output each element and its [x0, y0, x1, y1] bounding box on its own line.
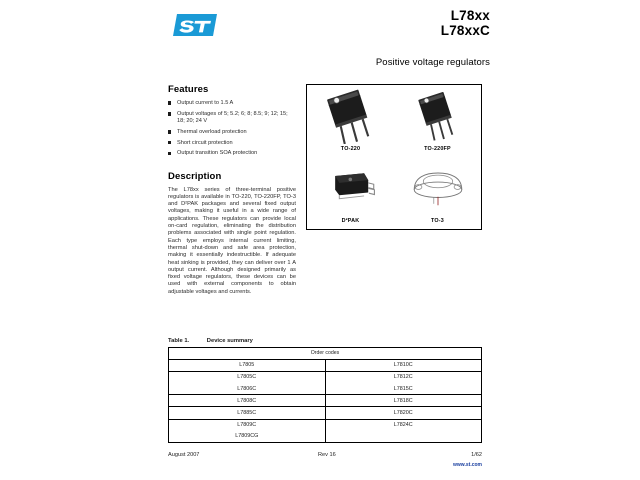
table-caption-text: Device summary: [206, 338, 253, 344]
order-code-right: L7815C: [325, 383, 482, 395]
package-to220fp: [394, 85, 481, 157]
package-d2pak: [307, 157, 394, 229]
table-caption: [168, 338, 482, 344]
table-row: [169, 407, 482, 419]
table-label: Table 1.: [168, 338, 190, 344]
feature-text: Output current to 1.5 A: [177, 100, 234, 106]
order-code-left: L7806C: [169, 383, 326, 395]
order-code-left: L7885C: [169, 407, 326, 419]
table-row: [169, 359, 482, 371]
package-illustrations-box: [306, 84, 482, 230]
st-logo-icon: [172, 12, 218, 38]
package-label: TO-3: [431, 218, 444, 224]
package-label: TO-220FP: [424, 146, 451, 152]
footer-url-link[interactable]: www.st.com: [453, 462, 482, 468]
order-code-left: L7805: [169, 359, 326, 371]
feature-text: Output voltages of 5; 5.2; 6; 8; 8.5; 9; 12; 15; 18; 20; 24 V: [177, 110, 288, 124]
to3-package-icon: [394, 157, 481, 217]
part-number-secondary: L78xxC: [440, 23, 490, 38]
feature-item: [168, 111, 296, 125]
order-code-right: L7818C: [325, 395, 482, 407]
order-code-left: L7808C: [169, 395, 326, 407]
right-column: [306, 84, 482, 230]
order-code-right: L7824C: [325, 419, 482, 431]
footer-date: August 2007: [168, 452, 200, 458]
d2pak-package-icon: [307, 157, 394, 217]
features-list: [168, 100, 296, 158]
feature-text: Short circuit protection: [177, 139, 233, 146]
table-row: [169, 371, 482, 383]
square-bullet-icon: [168, 152, 171, 155]
order-code-left: L7809CG: [169, 431, 326, 443]
order-code-right: [325, 431, 482, 443]
order-code-right: L7810C: [325, 359, 482, 371]
to220fp-package-icon: [394, 85, 481, 145]
footer-page-number: 1/62: [471, 452, 482, 458]
page-header: [160, 0, 490, 68]
device-summary-section: [168, 338, 482, 443]
feature-text: Thermal overload protection: [177, 128, 247, 135]
order-codes-header: Order codes: [169, 347, 482, 359]
table-row: [169, 383, 482, 395]
order-code-right: L7812C: [325, 371, 482, 383]
table-row: [169, 395, 482, 407]
feature-item: [168, 150, 296, 157]
table-row: [169, 419, 482, 431]
part-number-primary: L78xx: [450, 8, 490, 23]
square-bullet-icon: [168, 141, 171, 144]
description-heading: Description: [168, 170, 222, 182]
package-label: TO-220: [340, 146, 361, 152]
feature-item: [168, 140, 296, 147]
feature-text: Output transition SOA protection: [177, 150, 258, 157]
page-footer: [168, 452, 482, 468]
left-column: [168, 84, 296, 296]
order-code-left: L7805C: [169, 371, 326, 383]
package-to3: [394, 157, 481, 229]
order-code-right: L7820C: [325, 407, 482, 419]
feature-item: [168, 100, 296, 107]
order-code-left: L7809C: [169, 419, 326, 431]
document-subtitle: Positive voltage regulators: [375, 57, 490, 68]
part-numbers: [441, 8, 490, 38]
to220-package-icon: [307, 85, 394, 145]
footer-revision: Rev 16: [318, 452, 336, 458]
table-row: [169, 431, 482, 443]
feature-item: [168, 129, 296, 136]
square-bullet-icon: [168, 130, 171, 133]
description-text: The L78xx series of three-terminal positive regulators is available in TO-220, TO-220FP, TO-3 and D²PAK packages and several fixed output voltages, making it useful in a wide range of applications. These regulators can provide local on-card regulation, eliminating the distribution problems associated with single point regulation. Each type employs internal current limiting, thermal shut-down and safe area protection, making it essentially indestructible. If adequate heat sinking is provided, they can deliver over 1 A output current. Although designed primarily as fixed voltage regulators, these devices can be used with external components to obtain adjustable voltages and currents.: [168, 186, 296, 295]
package-to220: [307, 85, 394, 157]
package-label: D²PAK: [341, 218, 360, 224]
device-summary-table: [168, 347, 482, 444]
square-bullet-icon: [168, 101, 171, 104]
square-bullet-icon: [168, 112, 171, 115]
datasheet-page: [160, 0, 490, 480]
table-header-row: [169, 347, 482, 359]
features-heading: Features: [168, 84, 209, 95]
